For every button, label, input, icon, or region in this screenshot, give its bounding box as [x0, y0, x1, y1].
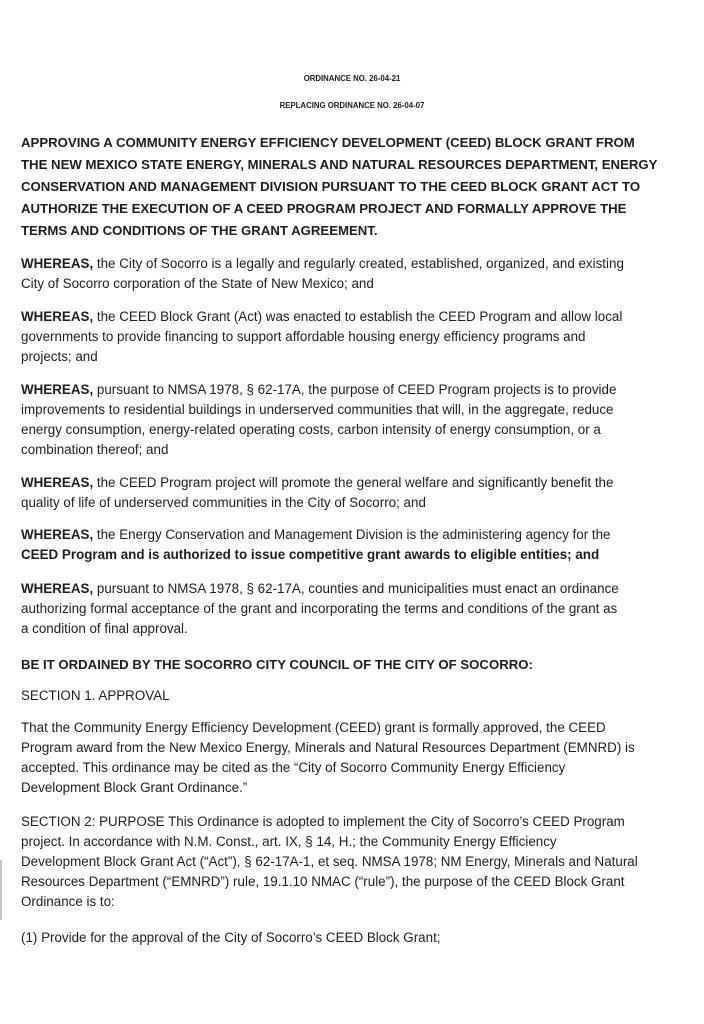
section-1-line-1: That the Community Energy Efficiency Development (CEED) grant is formally approved, the CEED: [21, 720, 606, 735]
whereas-label: WHEREAS,: [21, 527, 94, 542]
whereas-5-line-1: WHEREAS, the Energy Conservation and Management Division is the administering agency for the: [21, 527, 611, 542]
whereas-2-line-1: WHEREAS, the CEED Block Grant (Act) was enacted to establish the CEED Program and allow local: [21, 309, 623, 324]
section-2-line-4: Resources Department (“EMNRD”) rule, 19.1.10 NMAC (“rule”), the purpose of the CEED Block Grant: [21, 874, 625, 889]
whereas-3-line-2: improvements to residential buildings in underserved communities that will, in the aggregate, reduce: [21, 402, 614, 417]
section-2-line-5: Ordinance is to:: [21, 894, 115, 909]
ordinance-number-title: ORDINANCE NO. 26-04-21: [303, 74, 401, 83]
section-1-line-2: Program award from the New Mexico Energy, Minerals and Natural Resources Department (EMNRD) is: [21, 740, 635, 755]
whereas-3-line-1: WHEREAS, pursuant to NMSA 1978, § 62-17A, the purpose of CEED Program projects is to provide: [21, 382, 617, 397]
section-2-line-3: Development Block Grant Act (“Act”), § 62-17A-1, et seq. NMSA 1978; NM Energy, Minerals and Natural: [21, 854, 638, 869]
section-1-line-3: accepted. This ordinance may be cited as the “City of Socorro Community Energy Efficiency: [21, 760, 566, 775]
whereas-label: WHEREAS,: [21, 475, 94, 490]
heading-line-2: THE NEW MEXICO STATE ENERGY, MINERALS AND NATURAL RESOURCES DEPARTMENT, ENERGY: [21, 157, 658, 172]
section-1-line-4: Development Block Grant Ordinance.”: [21, 780, 248, 795]
purpose-item-1: (1) Provide for the approval of the City of Socorro’s CEED Block Grant;: [21, 930, 441, 945]
whereas-label: WHEREAS,: [21, 309, 94, 324]
whereas-5-line-2: CEED Program and is authorized to issue competitive grant awards to eligible entities; and: [21, 547, 600, 562]
whereas-3-line-3: energy consumption, energy-related operating costs, carbon intensity of energy consumption, or a: [21, 422, 601, 437]
ordained-clause: BE IT ORDAINED BY THE SOCORRO CITY COUNCIL OF THE CITY OF SOCORRO:: [21, 657, 533, 672]
whereas-label: WHEREAS,: [21, 581, 94, 596]
whereas-label: WHEREAS,: [21, 382, 94, 397]
whereas-4-line-2: quality of life of underserved communities in the City of Socorro; and: [21, 495, 426, 510]
whereas-1-line-1: WHEREAS, the City of Socorro is a legally and regularly created, established, organized, and existing: [21, 256, 624, 271]
heading-line-1: APPROVING A COMMUNITY ENERGY EFFICIENCY DEVELOPMENT (CEED) BLOCK GRANT FROM: [21, 135, 635, 150]
whereas-label: WHEREAS,: [21, 256, 94, 271]
section-1-heading: SECTION 1. APPROVAL: [21, 688, 170, 703]
heading-line-4: AUTHORIZE THE EXECUTION OF A CEED PROGRAM PROJECT AND FORMALLY APPROVE THE: [21, 201, 627, 216]
heading-line-3: CONSERVATION AND MANAGEMENT DIVISION PURSUANT TO THE CEED BLOCK GRANT ACT TO: [21, 179, 641, 194]
whereas-2-line-2: governments to provide financing to support affordable housing energy efficiency programs and: [21, 329, 586, 344]
whereas-1-line-2: City of Socorro corporation of the State of New Mexico; and: [21, 276, 374, 291]
whereas-2-line-3: projects; and: [21, 349, 98, 364]
section-2-line-1: SECTION 2: PURPOSE This Ordinance is adopted to implement the City of Socorro’s CEED Program: [21, 814, 625, 829]
whereas-6-line-3: a condition of final approval.: [21, 621, 188, 636]
replacing-ordinance-title: REPLACING ORDINANCE NO. 26-04-07: [279, 101, 425, 110]
scan-edge-mark: [0, 860, 2, 920]
section-2-line-2: project. In accordance with N.M. Const., art. IX, § 14, H.; the Community Energy Efficiency: [21, 834, 557, 849]
whereas-4-line-1: WHEREAS, the CEED Program project will promote the general welfare and significantly benefit the: [21, 475, 614, 490]
whereas-6-line-1: WHEREAS, pursuant to NMSA 1978, § 62-17A, counties and municipalities must enact an ordinance: [21, 581, 619, 596]
whereas-3-line-4: combination thereof; and: [21, 442, 169, 457]
whereas-6-line-2: authorizing formal acceptance of the grant and incorporating the terms and conditions of the grant as: [21, 601, 618, 616]
heading-line-5: TERMS AND CONDITIONS OF THE GRANT AGREEMENT.: [21, 223, 378, 238]
